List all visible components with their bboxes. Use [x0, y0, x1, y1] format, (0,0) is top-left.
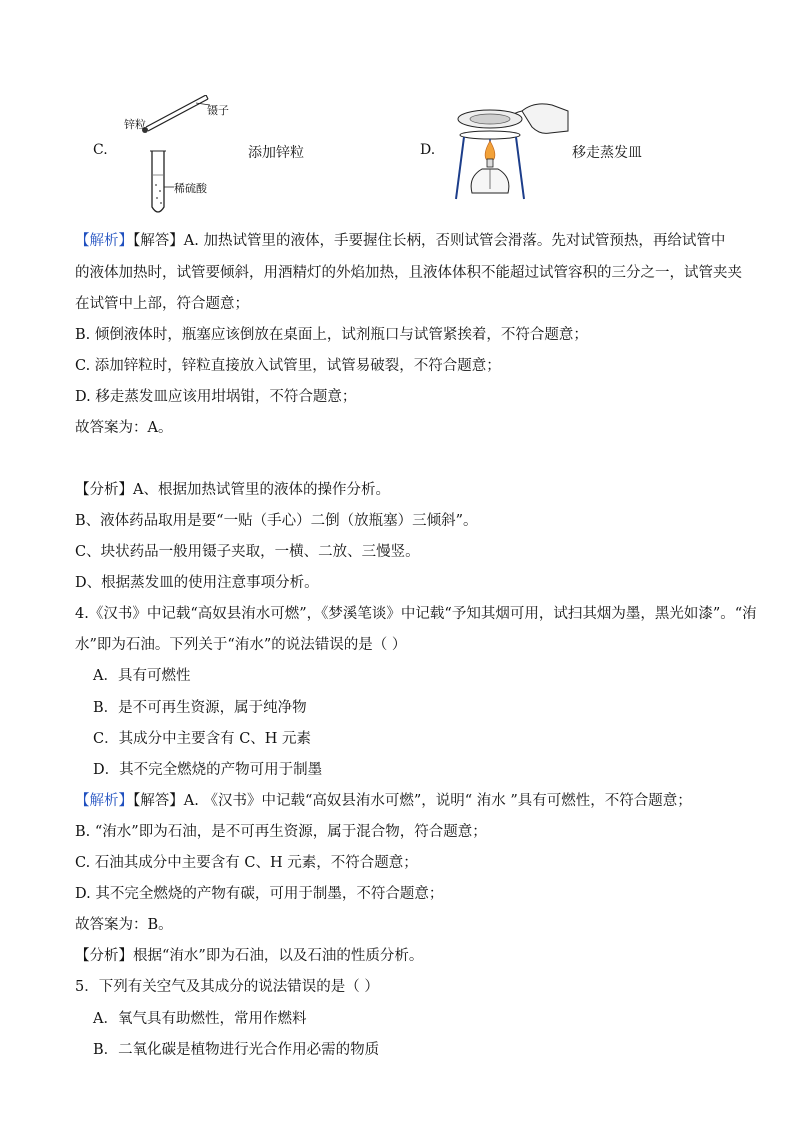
q3-fenxi-a: 【分析】A、根据加热试管里的液体的操作分析。: [75, 482, 390, 498]
q4-jiexi-b: B. “洧水”即为石油，是不可再生资源，属于混合物，符合题意；: [75, 824, 487, 840]
q3-jiexi-line3: 在试管中上部，符合题意；: [75, 296, 249, 312]
q3-jiexi-b: B. 倾倒液体时，瓶塞应该倒放在桌面上，试剂瓶口与试管紧挨着，不符合题意；: [75, 327, 588, 343]
q3-jiexi-c: C. 添加锌粒时，锌粒直接放入试管里，试管易破裂，不符合题意；: [75, 358, 501, 374]
q3-jiexi-d: D. 移走蒸发皿应该用坩埚钳，不符合题意；: [75, 389, 357, 405]
jiexi-tag: 【解析】: [75, 233, 133, 249]
option-c-label: C.: [93, 142, 108, 158]
q4-jiexi-d: D. 其不完全燃烧的产物有碳，可用于制墨，不符合题意；: [75, 886, 444, 902]
q4-fenxi: 【分析】根据“洧水”即为石油，以及石油的性质分析。: [75, 948, 424, 964]
q4-stem-line2: 水”即为石油。下列关于“洧水”的说法错误的是（ ）: [75, 637, 407, 653]
q4-option-b: B．是不可再生资源，属于纯净物: [93, 700, 307, 716]
q4-option-c: C．其成分中主要含有 C、H 元素: [93, 731, 312, 747]
q3-jieda-intro: 【解答】A. 加热试管里的液体，手要握住长柄，否则试管会滑落。先对试管预热，再给试管中: [133, 233, 726, 249]
q4-jieda: 【解答】A. 《汉书》中记载“高奴县洧水可燃”，说明“ 洧水 ”具有可燃性，不符合题意；: [133, 793, 692, 809]
q4-answer: 故答案为：B。: [75, 917, 173, 933]
q3-jiexi-line2: 的液体加热时，试管要倾斜，用酒精灯的外焰加热，且液体体积不能超过试管容积的三分之一，试管夹夹: [75, 265, 742, 281]
q5-option-b: B．二氧化碳是植物进行光合作用必需的物质: [93, 1042, 380, 1058]
acid-label: 稀硫酸: [174, 182, 207, 195]
tweezers-label: 镊子: [207, 104, 229, 117]
q4-jiexi-line1: [75, 791, 692, 811]
q4-option-a: A．具有可燃性: [93, 668, 191, 684]
option-d-caption: 移走蒸发皿: [572, 145, 642, 161]
q3-jiexi-line1: [75, 231, 725, 251]
q4-jiexi-c: C. 石油其成分中主要含有 C、H 元素，不符合题意；: [75, 855, 418, 871]
q3-fenxi-d: D、根据蒸发皿的使用注意事项分析。: [75, 575, 319, 591]
q4-option-d: D．其不完全燃烧的产物可用于制墨: [93, 762, 323, 778]
jiexi-tag: 【解析】: [75, 793, 133, 809]
option-c-caption: 添加锌粒: [248, 145, 304, 161]
zinc-label: 锌粒: [124, 118, 146, 131]
q3-fenxi-b: B、液体药品取用是要“一贴（手心）二倒（放瓶塞）三倾斜”。: [75, 513, 478, 529]
q3-answer: 故答案为：A。: [75, 420, 173, 436]
q5-stem: 5．下列有关空气及其成分的说法错误的是（ ）: [75, 979, 379, 995]
option-d-label: D.: [420, 142, 436, 158]
q4-stem-line1: 4.《汉书》中记载“高奴县洧水可燃”，《梦溪笔谈》中记载“予知其烟可用，试扫其烟为墨，黑光如漆”。“洧: [75, 606, 757, 622]
q5-option-a: A．氧气具有助燃性，常用作燃料: [93, 1011, 307, 1027]
evaporating-dish-illustration: [452, 97, 570, 207]
q3-fenxi-c: C、块状药品一般用镊子夹取，一横、二放、三慢竖。: [75, 544, 420, 560]
